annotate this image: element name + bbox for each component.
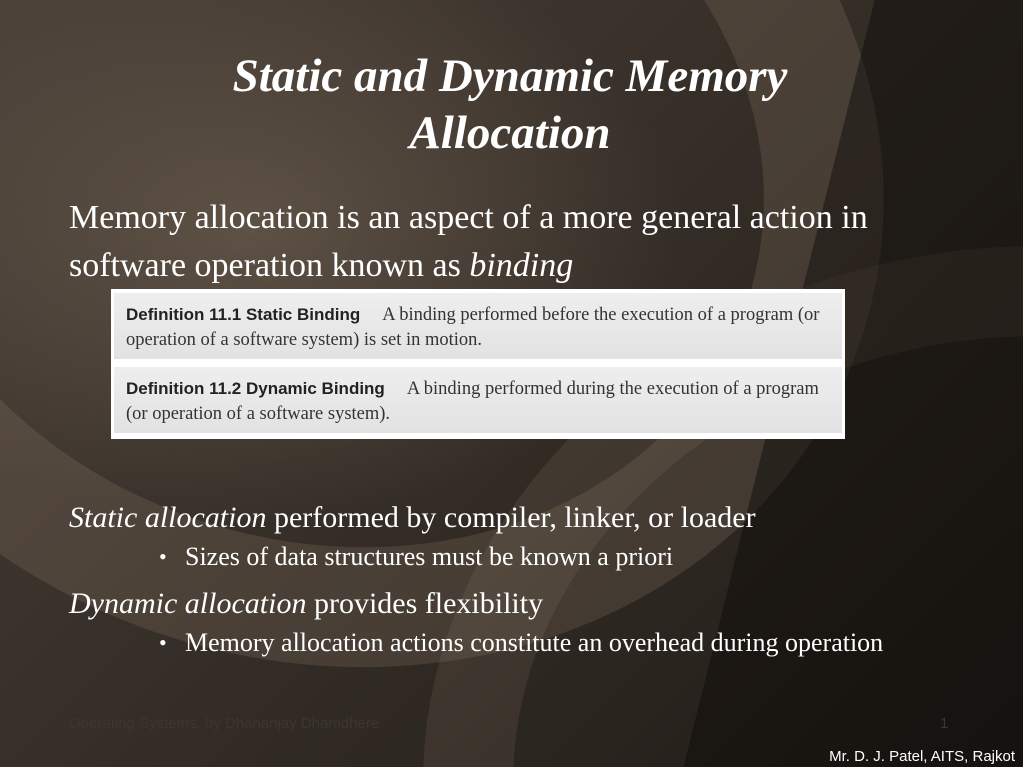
slide-title xyxy=(60,48,960,162)
bullet-text: provides flexibility xyxy=(306,587,544,620)
title-line: Allocation xyxy=(409,107,611,159)
intro-emphasis: binding xyxy=(469,247,574,284)
bullet-marker: • xyxy=(159,544,167,569)
footer-text: Operating Systems, by Dhananjay Dhamdhere xyxy=(69,715,380,732)
sub-bullet-text: Memory allocation actions constitute an overhead during operation xyxy=(185,628,884,657)
definition-static-binding xyxy=(114,293,842,359)
sub-bullet xyxy=(69,540,929,574)
title-line: Static and Dynamic Memory xyxy=(232,50,788,102)
credit-text: Mr. D. J. Patel, AITS, Rajkot xyxy=(829,748,1015,765)
bullet-emphasis: Dynamic allocation xyxy=(69,587,307,620)
sub-bullet xyxy=(69,626,929,660)
sub-bullet-text: Sizes of data structures must be known a priori xyxy=(185,542,674,571)
definition-text: A binding performed during the execution of a program (or operation of a software system). xyxy=(126,379,819,424)
definition-dynamic-binding xyxy=(114,367,842,433)
bullet-dynamic-allocation xyxy=(69,582,929,626)
page-number: 1 xyxy=(940,715,949,732)
bullet-text: performed by compiler, linker, or loader xyxy=(266,501,756,534)
bullet-marker: • xyxy=(159,630,167,655)
definition-heading: Definition 11.2 Dynamic Binding xyxy=(126,379,385,398)
definition-heading: Definition 11.1 Static Binding xyxy=(126,305,361,324)
bullet-static-allocation xyxy=(69,496,929,540)
intro-text: Memory allocation is an aspect of a more general action in software operation known as xyxy=(69,199,868,284)
definition-text: A binding performed before the execution of a program (or operation of a software system) is set in motion. xyxy=(126,305,820,350)
intro-paragraph xyxy=(69,194,929,290)
definitions-image xyxy=(111,289,845,439)
bullet-emphasis: Static allocation xyxy=(69,501,267,534)
bullet-list xyxy=(69,496,929,668)
